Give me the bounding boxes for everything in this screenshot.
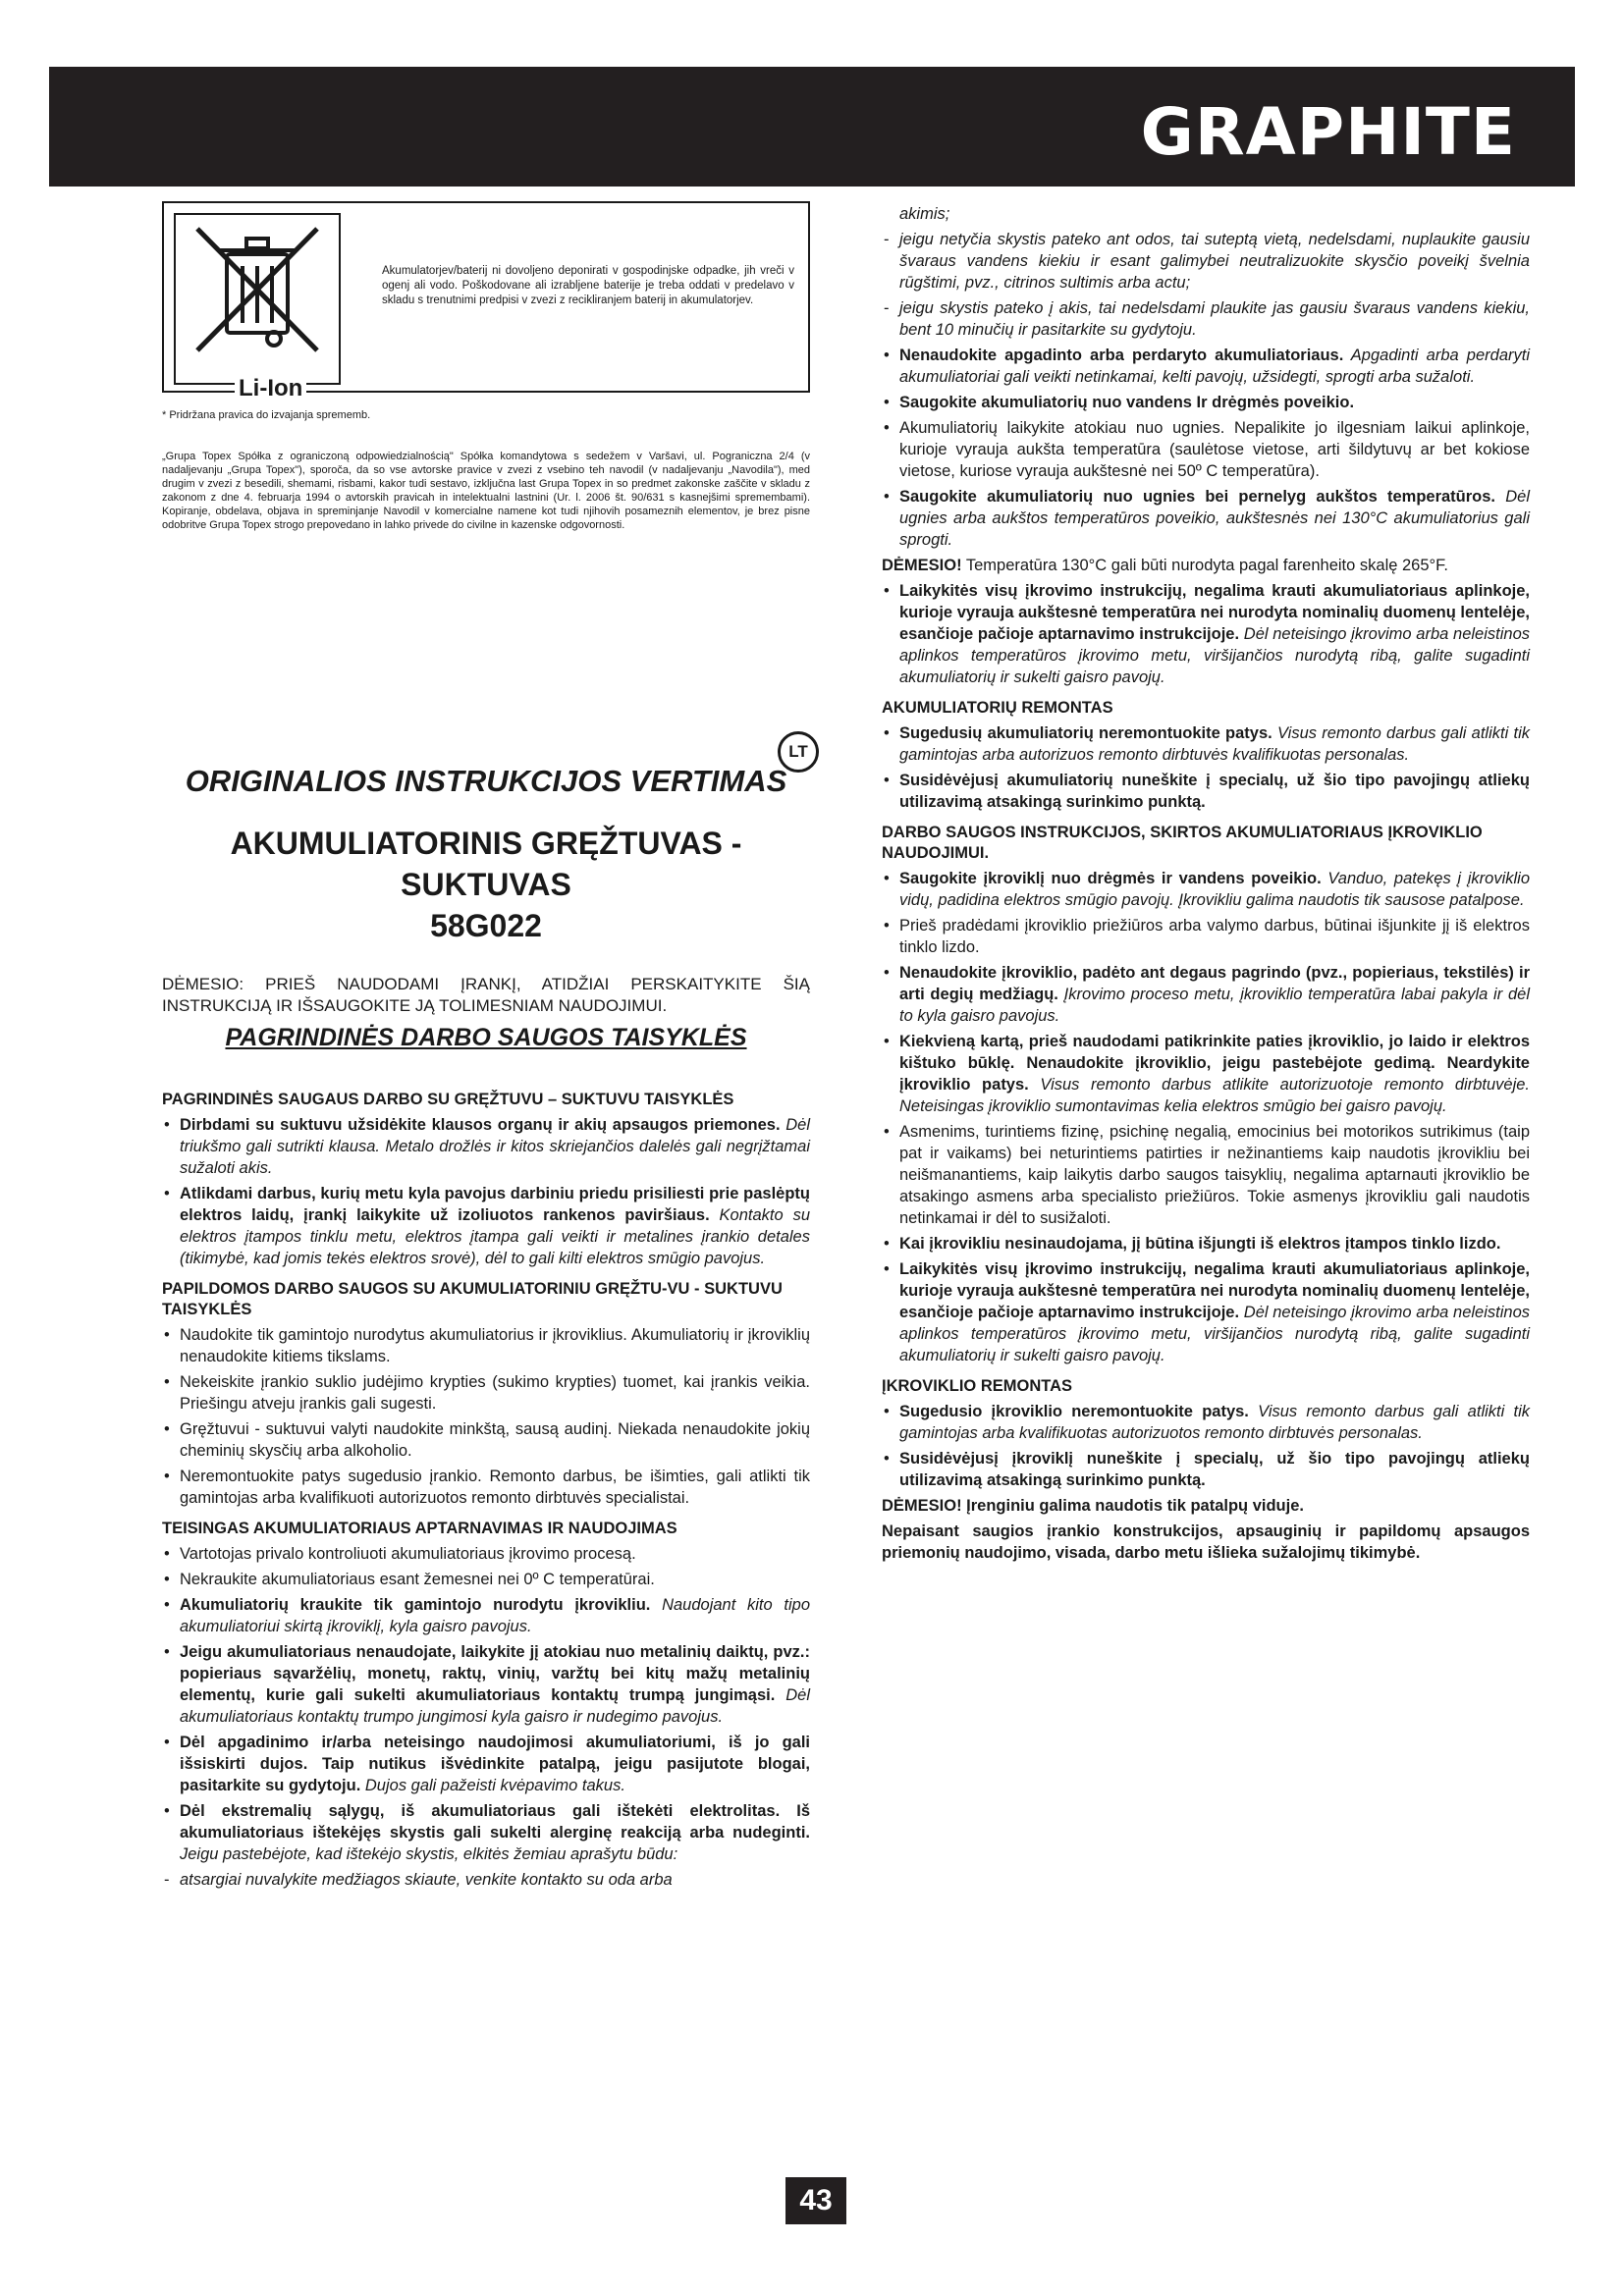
list-item: • Nenaudokite apgadinto arba perdaryto akumuliatoriaus. Apgadinti arba perdaryti akumuliatoriai gali veikti netinkamai, kelti pavojų, užsidegti, sprogti arba sužaloti. [882,345,1530,388]
product-title-line2: SUKTUVAS [401,867,571,902]
crossed-bin-icon-box [174,213,341,401]
language-badge: LT [778,731,819,773]
list-item: • Gręžtuvui - suktuvui valyti naudokite minkštą, sausą audinį. Niekada nenaudokite jokių cheminių skysčių arba alkoholio. [162,1418,810,1462]
list-item: • Saugokite akumuliatorių nuo ugnies bei pernelyg aukštos temperatūros. Dėl ugnies arba aukštos temperatūros poveikio, aukštesnės nei 130°C akumuliatorius gali sprogti. [882,486,1530,551]
attention-note: DĖMESIO! Temperatūra 130°C gali būti nurodyta pagal farenheito skalę 265°F. [882,557,1448,574]
list-item: • Susidėvėjusį akumuliatorių nuneškite į specialų, už šio tipo pavojingų atliekų utilizavimą atsakingą surinkimo punktą. [882,770,1530,813]
dash-item: - jeigu skystis pateko į akis, tai nedelsdami plaukite jas gausiu švaraus vandens kiekiu, bent 10 minučių ir pasitarkite su gydytoju. [882,297,1530,341]
list-item: • Akumuliatorių laikykite atokiau nuo ugnies. Nepalikite jo ilgesniam laikui aplinkoje, kurioje vyrauja aukšta temperatūra (saulėtose vietose, arti šildytuvų ar bet kokiose vietose, kuriose vyrauja aukštesnė nei 50º C temperatūra). [882,417,1530,482]
list-item: • Nekraukite akumuliatoriaus esant žemesnei nei 0º C temperatūrai. [162,1569,810,1590]
page-number: 43 [785,2177,846,2224]
section-heading: TEISINGAS AKUMULIATORIAUS APTARNAVIMAS IR NAUDOJIMAS [162,1520,677,1537]
section-heading: ĮKROVIKLIO REMONTAS [882,1377,1073,1395]
battery-disposal-box [162,201,810,401]
battery-disposal-text: Akumulatorjev/baterij ni dovoljeno deponirati v gospodinjske odpadke, jih vreči v ogenj ali vodo. Poškodovane ali izrabljene baterije je treba oddati v predelavo v skladu s trenutnimi predpisi v zvezi z recikliranjem baterij in akumulatorjev. [382,265,794,306]
translation-title: ORIGINALIOS INSTRUKCIJOS VERTIMAS [185,764,787,798]
li-ion-label: Li-Ion [235,375,306,402]
section-heading: AKUMULIATORIŲ REMONTAS [882,699,1113,717]
section-heading: PAPILDOMOS DARBO SAUGOS SU AKUMULIATORINIU GRĘŽTU-VU - SUKTUVU TAISYKLĖS [162,1280,783,1318]
dash-item: - jeigu netyčia skystis pateko ant odos, tai suteptą vietą, nedelsdami, nuplaukite gausiu švaraus vandens kiekiu ir esant galimybei neutralizuokite skysčio poveikį švelnia rūgštimi, pvz., citrinos sultimis arba actu; [882,229,1530,294]
brand-logo: GRAPHITE [1140,94,1516,170]
list-item: • Naudokite tik gamintojo nurodytus akumuliatorius ir įkroviklius. Akumuliatorių ir įkroviklių nenaudokite kitiems tikslams. [162,1324,810,1367]
copyright-text: „Grupa Topex Spółka z ograniczoną odpowiedzialnością" Spółka komandytowa s sedežem v Varšavi, ul. Pograniczna 2/4 (v nadaljevanju „Grupa Topex"), sporoča, da so vse avtorske pravice v zvezi z vsebino teh navodil (v nadaljevanju „Navodila"), med drugim v zvezi z besedili, shemami, risbami, kakor tudi sestavo, izključna last Grupa Topex in so predmet zakonske zaščite v skladu z zakonom z dne 4. februarja 1994 o avtorskih pravicah in intelektualni lastnini (Ur. l. 2006 št. 90/631 s kasnejšimi spremembami). Kopiranje, obdelava, objava in spreminjanje Navodil v komercialne namene kot tudi njihovih posameznih elementov, je brez pisne odobritve Grupa Topex strogo prepovedano in lahko privede do civilne in kazenske odgovornosti. [162,451,810,531]
read-manual-warning: DĖMESIO: PRIEŠ NAUDODAMI ĮRANKĮ, ATIDŽIAI PERSKAITYKITE ŠIĄ INSTRUKCIJĄ IR IŠSAUGOKITE JĄ TOLIMESNIAM NAUDOJIMUI. [162,975,810,1015]
product-title-line1: AKUMULIATORINIS GRĘŽTUVAS - [230,826,742,861]
list-item: • Akumuliatorių kraukite tik gamintojo nurodytu įkrovikliu. Naudojant kito tipo akumuliatoriui skirtą įkroviklį, kyla gaisro pavojus. [162,1594,810,1637]
product-title [162,823,810,946]
left-column-body [162,1080,810,1895]
list-item: • Kiekvieną kartą, prieš naudodami patikrinkite paties įkroviklio, jo laido ir elektros kištuko būklę. Nenaudokite įkroviklio, jeigu pastebėjote gedimą. Neardykite įkroviklio patys. Visus remonto darbus atlikite autorizuotoje remonto dirbtuvėje. Neteisingas įkroviklio sumontavimas kelia elektros smūgio bei gaisro pavojų. [882,1031,1530,1117]
product-model: 58G022 [430,908,542,943]
list-item: • Dirbdami su suktuvu užsidėkite klausos organų ir akių apsaugos priemones. Dėl triukšmo gali sutrikti klausa. Metalo drožlės ir kitos skriejančios dalelės gali negrįžtamai sužaloti akis. [162,1114,810,1179]
section-heading: PAGRINDINĖS SAUGAUS DARBO SU GRĘŽTUVU – SUKTUVU TAISYKLĖS [162,1091,734,1108]
crossed-bin-icon [176,215,339,362]
list-item: • Laikykitės visų įkrovimo instrukcijų, negalima krauti akumuliatoriaus aplinkoje, kurioje vyrauja aukštesnė temperatūra nei nurodyta nominalių duomenų lentelėje, esančioje pačioje aptarnavimo instrukcijoje. Dėl neteisingo įkrovimo arba neleistinos aplinkos temperatūros įkrovimo metu, viršijančios nurodytą ribą, galite sugadinti akumuliatorių ir sukelti gaisro pavojų. [882,1258,1530,1366]
list-item: • Nekeiskite įrankio suklio judėjimo krypties (sukimo krypties) tuomet, kai įrankis veikia. Priešingu atveju įrankis gali sugesti. [162,1371,810,1415]
list-item: • Neremontuokite patys sugedusio įrankio. Remonto darbus, be išimties, gali atlikti tik gamintojas arba kvalifikuoti autorizuotos remonto dirbtuvės specialistai. [162,1466,810,1509]
list-item: • Atlikdami darbus, kurių metu kyla pavojus darbiniu priedu prisiliesti prie paslėptų elektros laidų, įrankį laikykite už izoliuotos rankenos paviršiaus. Kontakto su elektros įtampos tinklu metu, elektros įtampa gali veikti ir metalines įrankio detales (tikimybė, kad jomis tekės elektros srovė), dėl to gali kilti elektros smūgio pavojus. [162,1183,810,1269]
final-note: Nepaisant saugios įrankio konstrukcijos, apsauginių ir papildomų apsaugos priemonių naudojimo, visada, darbo metu išlieka sužalojimų tikimybė. [882,1522,1530,1562]
list-item: • Dėl ekstremalių sąlygų, iš akumuliatoriaus gali ištekėti elektrolitas. Iš akumuliatoriaus ištekėjęs skystis gali sukelti alerginę reakciją arba nudeginti. Jeigu pastebėjote, kad ištekėjo skystis, elkitės žemiau aprašytu būdu: [162,1800,810,1865]
list-item: • Nenaudokite įkroviklio, padėto ant degaus pagrindo (pvz., popieriaus, tekstilės) ir arti degių medžiagų. Įkrovimo proceso metu, įkroviklio temperatūra labai pakyla ir dėl to kyla gaisro pavojus. [882,962,1530,1027]
right-column-body [882,201,1530,1568]
rights-note: * Pridržana pravica do izvajanja sprememb. [162,409,371,421]
safety-rules-heading: PAGRINDINĖS DARBO SAUGOS TAISYKLĖS [225,1024,747,1051]
list-item: • Vartotojas privalo kontroliuoti akumuliatoriaus įkrovimo procesą. [162,1543,810,1565]
list-item: • Sugedusių akumuliatorių neremontuokite patys. Visus remonto darbus gali atlikti tik gamintojas arba autorizuos remonto dirbtuvės kvalifikuotas personalas. [882,722,1530,766]
list-item: • Kai įkrovikliu nesinaudojama, jį būtina išjungti iš elektros įtampos tinklo lizdo. [882,1233,1530,1255]
list-item: • Saugokite akumuliatorių nuo vandens Ir drėgmės poveikio. [882,392,1530,413]
dash-item: - atsargiai nuvalykite medžiagos skiaute, venkite kontakto su oda arba [162,1869,810,1891]
list-item: • Asmenims, turintiems fizinę, psichinę negalią, emocinius bei motorikos sutrikimus (taip pat ir vaikams) bei neturintiems patirties ir nežinantiems kaip naudotis įkrovikliu bei neišmanantiems, kaip laikytis darbo saugos taisyklių, negalima aptarnauti įkroviklio be atsakingo asmens arba specialisto priežiūros. Tokie asmenys įkrovikliu gali naudotis netinkamai ir dėl to susižaloti. [882,1121,1530,1229]
list-item: • Sugedusio įkroviklio neremontuokite patys. Visus remonto darbus gali atlikti tik gamintojas arba kvalifikuotas autorizuotos remonto dirbtuvės personalas. [882,1401,1530,1444]
section-heading: DARBO SAUGOS INSTRUKCIJOS, SKIRTOS AKUMULIATORIAUS ĮKROVIKLIO NAUDOJIMUI. [882,824,1483,862]
list-item: • Saugokite įkroviklį nuo drėgmės ir vandens poveikio. Vanduo, patekęs į įkroviklio vidų, padidina elektros smūgio pavojų. Įkrovikliu galima naudotis tik sausose patalpose. [882,868,1530,911]
list-item: • Laikykitės visų įkrovimo instrukcijų, negalima krauti akumuliatoriaus aplinkoje, kurioje vyrauja aukštesnė temperatūra nei nurodyta nominalių duomenų lentelėje, esančioje pačioje aptarnavimo instrukcijoje. Dėl neteisingo įkrovimo arba neleistinos aplinkos temperatūros įkrovimo metu, viršijančios nurodytą ribą, galite sugadinti akumuliatorių ir sukelti gaisro pavojų. [882,580,1530,688]
header-bar [49,67,1575,187]
text-line: akimis; [899,205,950,223]
list-item: • Jeigu akumuliatoriaus nenaudojate, laikykite jį atokiau nuo metalinių daiktų, pvz.: popieriaus sąvaržėlių, monetų, raktų, vinių, varžtų bei kitų mažų metalinių elementų, kurie gali sukelti akumuliatoriaus kontaktų trumpą jungimąsi. Dėl akumuliatoriaus kontaktų trumpo jungimosi kyla gaisro ir nudegimo pavojus. [162,1641,810,1728]
attention-note: DĖMESIO! Įrenginiu galima naudotis tik patalpų viduje. [882,1497,1304,1515]
list-item: • Dėl apgadinimo ir/arba neteisingo naudojimosi akumuliatoriumi, iš jo gali išsiskirti dujos. Taip nutikus išvėdinkite patalpą, jeigu pasijutote blogai, pasitarkite su gydytoju. Dujos gali pažeisti kvėpavimo takus. [162,1732,810,1796]
list-item: • Prieš pradėdami įkroviklio priežiūros arba valymo darbus, būtinai išjunkite jį iš elektros tinklo lizdo. [882,915,1530,958]
list-item: • Susidėvėjusį įkroviklį nuneškite į specialų, už šio tipo pavojingų atliekų utilizavimą atsakingą surinkimo punktą. [882,1448,1530,1491]
